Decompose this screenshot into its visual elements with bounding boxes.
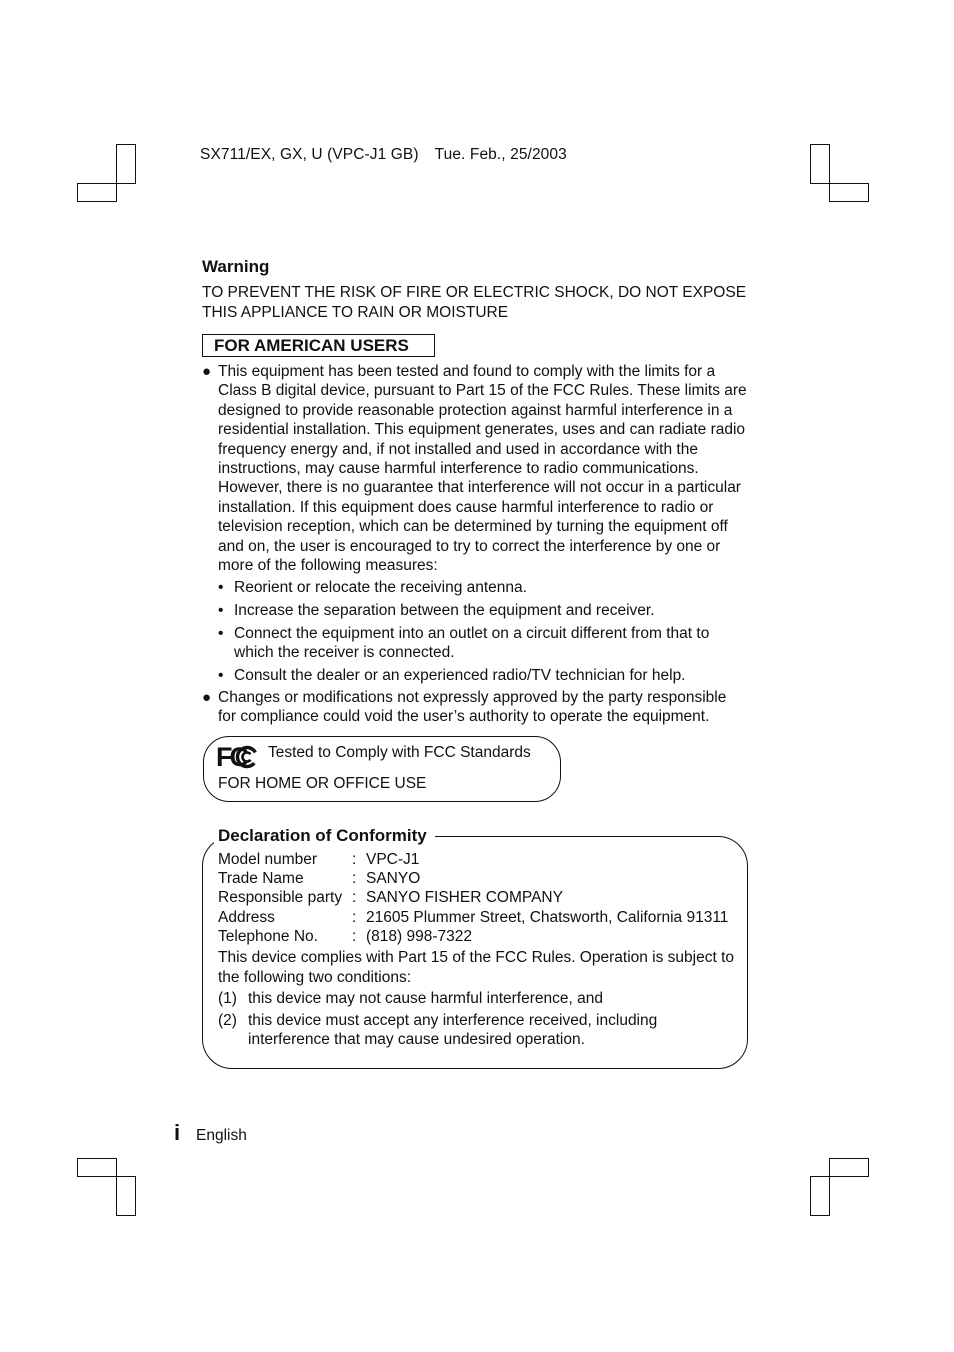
declaration-row: Model number : VPC-J1 [218,851,420,868]
crop-mark [77,1158,117,1177]
fcc-bullet-2-text: Changes or modifications not expressly approved by the party responsible for compliance could void the user’s authority to operate the equipment. [218,689,727,726]
measure-item: • Reorient or relocate the receiving antenna. [218,579,527,596]
measure-item: • Connect the equipment into an outlet on a circuit different from that to which the receiver is connected. [218,625,710,662]
warning-title: Warning [202,257,270,276]
warning-text: TO PREVENT THE RISK OF FIRE OR ELECTRIC SHOCK, DO NOT EXPOSE THIS APPLIANCE TO RAIN OR MOISTURE [202,284,747,321]
bullet-icon: ● [202,689,212,706]
bullet-icon: • [218,667,224,684]
bullet-icon: • [218,625,224,642]
condition-item: (2) this device must accept any interference received, including interference that may cause undesired operation. [218,1012,658,1049]
model-code: SX711/EX, GX, U (VPC-J1 GB) [200,146,419,163]
page-language: English [196,1127,247,1144]
crop-mark [116,1176,136,1216]
declaration-row: Address : 21605 Plummer Street, Chatsworth, California 91311 [218,909,729,926]
crop-mark [829,183,869,202]
bullet-icon: • [218,579,224,596]
fcc-tested-text: Tested to Comply with FCC Standards [268,744,531,761]
measure-item: • Increase the separation between the equipment and receiver. [218,602,655,619]
fcc-bullet-1 [202,362,747,575]
measure-item: • Consult the dealer or an experienced radio/TV technician for help. [218,667,686,684]
bullet-icon: • [218,602,224,619]
declaration-row: Telephone No. : (818) 998-7322 [218,928,472,945]
crop-mark [810,144,830,184]
fcc-bullet-2 [202,688,747,727]
condition-item: (1) this device may not cause harmful interference, and [218,990,603,1007]
crop-mark [116,144,136,184]
declaration-title: Declaration of Conformity [214,826,435,846]
declaration-row: Responsible party : SANYO FISHER COMPANY [218,889,563,906]
declaration-row: Trade Name : SANYO [218,870,421,887]
fcc-bullet-1-text: This equipment has been tested and found to comply with the limits for a Class B digital device, pursuant to Part 15 of the FCC Rules. These limits are designed to provide reasonable protection against harmful interference in a residential installation. This equipment generates, uses and can radiate radio frequency energy and, if not installed and used in accordance with the instructions, may cause harmful interference to radio communications. However, there is no guarantee that interference will not occur in a particular installation. If this equipment does cause harmful interference to radio or television reception, which can be determined by turning the equipment off and on, the user is encouraged to try to correct the interference by one or more of the following measures: [218,363,747,575]
american-users-heading: FOR AMERICAN USERS [202,334,435,357]
page-number: i [174,1120,181,1145]
bullet-icon: ● [202,363,212,380]
fcc-logo-icon [216,742,260,770]
print-date: Tue. Feb., 25/2003 [434,146,567,163]
fcc-use-text: FOR HOME OR OFFICE USE [218,775,427,792]
crop-mark [77,183,117,202]
print-header [200,146,567,164]
crop-mark [810,1176,830,1216]
crop-mark [829,1158,869,1177]
declaration-statement: This device complies with Part 15 of the FCC Rules. Operation is subject to the following two conditions: [218,949,735,986]
fcc-logo-text: FC [216,742,246,770]
